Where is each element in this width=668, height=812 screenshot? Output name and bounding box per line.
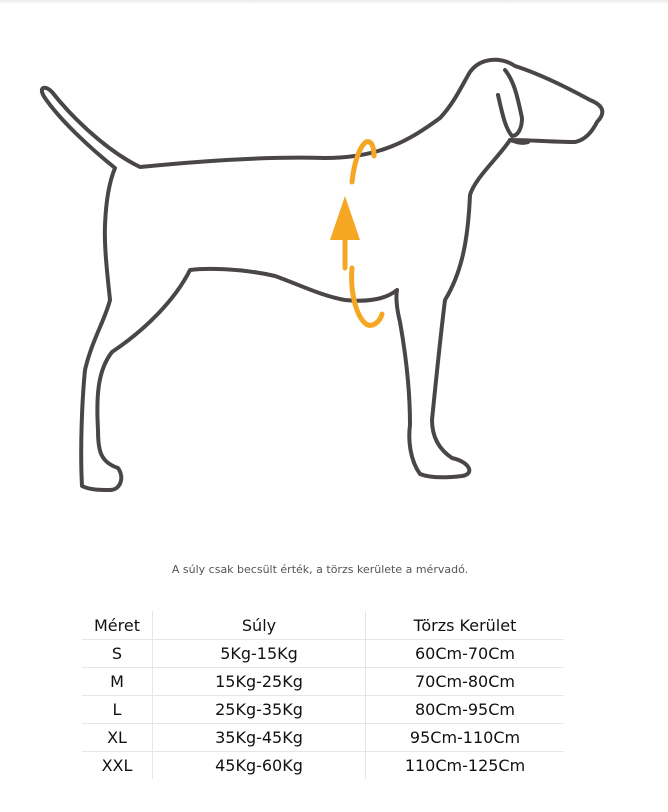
cell-chest: 110Cm-125Cm — [404, 756, 526, 775]
cell-chest: 70Cm-80Cm — [366, 668, 565, 696]
size-chart-table — [82, 611, 564, 779]
table-row — [82, 724, 564, 752]
cell-weight: 15Kg-25Kg — [153, 668, 366, 696]
table-header-row — [82, 611, 564, 640]
weight-note: A súly csak becsült érték, a törzs kerülete a mérvadó. — [171, 563, 469, 576]
header-weight: Súly — [153, 611, 366, 640]
cell-weight: 25Kg-35Kg — [153, 696, 366, 724]
cell-size: S — [82, 640, 153, 668]
cell-chest: 95Cm-110Cm — [366, 724, 565, 752]
cell-weight: 35Kg-45Kg — [153, 724, 366, 752]
table-row — [82, 668, 564, 696]
table-row — [82, 696, 564, 724]
cell-weight: 45Kg-60Kg — [153, 752, 366, 780]
cell-chest: 80Cm-95Cm — [366, 696, 565, 724]
cell-size: M — [82, 668, 153, 696]
cell-chest: 60Cm-70Cm — [366, 640, 565, 668]
cell-size: XXL — [82, 752, 153, 780]
header-size: Méret — [82, 611, 153, 640]
cell-weight: 5Kg-15Kg — [153, 640, 366, 668]
chest-measure-arrow-icon — [330, 196, 360, 240]
dog-outline — [42, 60, 602, 490]
table-row — [82, 752, 564, 780]
cell-size: XL — [82, 724, 153, 752]
header-chest: Törzs Kerület — [366, 611, 565, 640]
table-row — [82, 640, 564, 668]
cell-size: L — [82, 696, 153, 724]
